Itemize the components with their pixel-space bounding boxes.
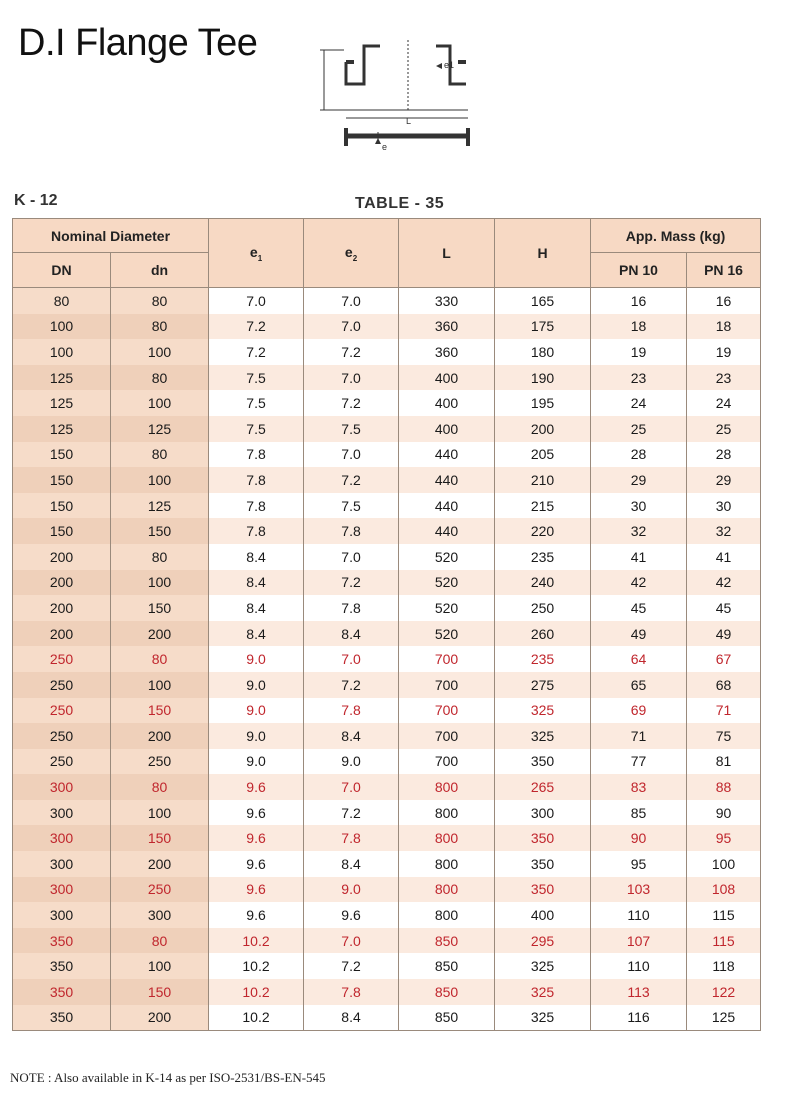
table-row (13, 390, 761, 416)
cell-e1: 8.4 (209, 570, 304, 596)
table-row (13, 365, 761, 391)
cell-h: 325 (495, 723, 591, 749)
cell-dn: 150 (111, 979, 209, 1005)
cell-h: 325 (495, 698, 591, 724)
cell-dn: 250 (13, 698, 111, 724)
cell-pn10: 110 (591, 953, 687, 979)
table-row (13, 979, 761, 1005)
page-title: D.I Flange Tee (18, 22, 258, 64)
cell-dn: 250 (13, 646, 111, 672)
cell-l: 330 (399, 288, 495, 314)
cell-h: 325 (495, 979, 591, 1005)
cell-dn: 300 (13, 800, 111, 826)
cell-dn: 150 (13, 518, 111, 544)
cell-e2: 7.8 (304, 518, 399, 544)
cell-pn10: 116 (591, 1005, 687, 1031)
cell-dn: 200 (13, 544, 111, 570)
cell-e1: 7.2 (209, 314, 304, 340)
cell-dn: 80 (111, 365, 209, 391)
cell-e2: 7.2 (304, 800, 399, 826)
cell-pn16: 68 (687, 672, 761, 698)
cell-pn16: 95 (687, 825, 761, 851)
cell-e1: 7.8 (209, 493, 304, 519)
cell-l: 850 (399, 953, 495, 979)
cell-h: 350 (495, 825, 591, 851)
table-row (13, 442, 761, 468)
e1-label: e1 (444, 60, 455, 70)
cell-pn10: 19 (591, 339, 687, 365)
flange-tee-diagram (318, 32, 488, 162)
cell-pn10: 28 (591, 442, 687, 468)
grade-label: K - 12 (14, 192, 58, 209)
cell-dn: 80 (111, 314, 209, 340)
table-label: TABLE - 35 (355, 195, 445, 212)
cell-dn: 100 (13, 339, 111, 365)
cell-pn16: 16 (687, 288, 761, 314)
cell-l: 800 (399, 774, 495, 800)
L-label: L (406, 116, 412, 126)
cell-dn: 150 (13, 493, 111, 519)
cell-e1: 7.0 (209, 288, 304, 314)
cell-dn: 200 (13, 570, 111, 596)
footnote: NOTE : Also available in K-14 as per ISO-2531/BS-EN-545 (10, 1070, 326, 1085)
table-row (13, 493, 761, 519)
cell-h: 275 (495, 672, 591, 698)
cell-dn: 200 (111, 1005, 209, 1031)
cell-pn10: 18 (591, 314, 687, 340)
cell-pn16: 28 (687, 442, 761, 468)
cell-pn16: 71 (687, 698, 761, 724)
cell-pn10: 23 (591, 365, 687, 391)
cell-e2: 8.4 (304, 1005, 399, 1031)
cell-pn16: 32 (687, 518, 761, 544)
cell-e2: 7.2 (304, 672, 399, 698)
cell-dn: 150 (111, 518, 209, 544)
cell-dn: 200 (13, 595, 111, 621)
cell-l: 520 (399, 570, 495, 596)
table-row (13, 570, 761, 596)
cell-dn: 100 (111, 339, 209, 365)
cell-dn: 100 (111, 570, 209, 596)
cell-e2: 9.6 (304, 902, 399, 928)
cell-e2: 7.0 (304, 365, 399, 391)
cell-e2: 7.2 (304, 390, 399, 416)
table-row (13, 518, 761, 544)
e2-header: $e_2$ (304, 219, 399, 288)
cell-h: 215 (495, 493, 591, 519)
cell-l: 520 (399, 544, 495, 570)
cell-e1: 7.5 (209, 390, 304, 416)
cell-e1: 10.2 (209, 979, 304, 1005)
cell-h: 190 (495, 365, 591, 391)
cell-dn: 350 (13, 979, 111, 1005)
cell-h: 325 (495, 1005, 591, 1031)
table-row (13, 723, 761, 749)
cell-dn: 250 (13, 749, 111, 775)
cell-dn: 125 (13, 390, 111, 416)
cell-h: 205 (495, 442, 591, 468)
nominal-diameter-header: Nominal Diameter (13, 219, 209, 253)
cell-pn16: 115 (687, 928, 761, 954)
cell-dn: 100 (111, 953, 209, 979)
cell-e2: 7.2 (304, 467, 399, 493)
cell-pn16: 118 (687, 953, 761, 979)
cell-h: 175 (495, 314, 591, 340)
cell-pn16: 41 (687, 544, 761, 570)
cell-e1: 7.5 (209, 416, 304, 442)
cell-pn16: 49 (687, 621, 761, 647)
cell-dn: 150 (111, 698, 209, 724)
table-row (13, 544, 761, 570)
table-row (13, 698, 761, 724)
cell-e2: 7.5 (304, 416, 399, 442)
cell-e1: 8.4 (209, 544, 304, 570)
cell-l: 520 (399, 621, 495, 647)
cell-pn16: 29 (687, 467, 761, 493)
cell-pn10: 16 (591, 288, 687, 314)
cell-dn: 300 (13, 825, 111, 851)
cell-e1: 9.6 (209, 902, 304, 928)
cell-l: 800 (399, 800, 495, 826)
cell-dn: 80 (111, 928, 209, 954)
cell-pn16: 30 (687, 493, 761, 519)
cell-l: 400 (399, 390, 495, 416)
cell-pn10: 42 (591, 570, 687, 596)
cell-l: 360 (399, 314, 495, 340)
cell-pn10: 24 (591, 390, 687, 416)
cell-h: 260 (495, 621, 591, 647)
cell-pn10: 85 (591, 800, 687, 826)
cell-dn: 80 (111, 288, 209, 314)
cell-e2: 7.8 (304, 825, 399, 851)
cell-e2: 7.0 (304, 774, 399, 800)
cell-e1: 9.6 (209, 800, 304, 826)
cell-dn: 250 (13, 672, 111, 698)
pn10-header: PN 10 (591, 253, 687, 288)
cell-e1: 9.0 (209, 698, 304, 724)
cell-e2: 7.0 (304, 288, 399, 314)
table-row (13, 314, 761, 340)
cell-e1: 7.8 (209, 467, 304, 493)
cell-pn16: 45 (687, 595, 761, 621)
table-row (13, 953, 761, 979)
cell-e1: 7.2 (209, 339, 304, 365)
cell-dn: 200 (111, 851, 209, 877)
cell-pn16: 115 (687, 902, 761, 928)
table-row (13, 825, 761, 851)
cell-l: 400 (399, 416, 495, 442)
cell-pn16: 24 (687, 390, 761, 416)
cell-h: 200 (495, 416, 591, 442)
cell-l: 700 (399, 646, 495, 672)
cell-pn10: 65 (591, 672, 687, 698)
cell-pn10: 25 (591, 416, 687, 442)
cell-h: 195 (495, 390, 591, 416)
cell-l: 360 (399, 339, 495, 365)
cell-dn: 125 (111, 493, 209, 519)
cell-pn10: 71 (591, 723, 687, 749)
cell-e1: 9.0 (209, 723, 304, 749)
dimensions-table (12, 218, 761, 1031)
L-header: L (399, 219, 495, 288)
cell-dn: 350 (13, 928, 111, 954)
cell-pn10: 77 (591, 749, 687, 775)
cell-h: 400 (495, 902, 591, 928)
cell-pn10: 41 (591, 544, 687, 570)
cell-pn10: 107 (591, 928, 687, 954)
cell-h: 300 (495, 800, 591, 826)
cell-h: 325 (495, 953, 591, 979)
cell-e2: 7.8 (304, 698, 399, 724)
cell-h: 295 (495, 928, 591, 954)
cell-pn10: 110 (591, 902, 687, 928)
cell-pn16: 67 (687, 646, 761, 672)
cell-pn16: 108 (687, 877, 761, 903)
cell-dn: 150 (111, 825, 209, 851)
cell-pn10: 69 (591, 698, 687, 724)
cell-e2: 7.0 (304, 544, 399, 570)
cell-dn: 80 (111, 646, 209, 672)
cell-pn10: 90 (591, 825, 687, 851)
cell-dn: 100 (111, 390, 209, 416)
cell-pn10: 103 (591, 877, 687, 903)
cell-dn: 100 (111, 672, 209, 698)
cell-e2: 8.4 (304, 723, 399, 749)
cell-pn16: 81 (687, 749, 761, 775)
cell-e2: 7.0 (304, 646, 399, 672)
cell-pn16: 19 (687, 339, 761, 365)
cell-e2: 7.5 (304, 493, 399, 519)
e-label: e (382, 142, 388, 152)
cell-e1: 9.0 (209, 749, 304, 775)
cell-e1: 7.5 (209, 365, 304, 391)
cell-e1: 10.2 (209, 1005, 304, 1031)
DN-header: DN (13, 253, 111, 288)
cell-e1: 9.6 (209, 825, 304, 851)
cell-e2: 7.8 (304, 595, 399, 621)
cell-dn: 200 (13, 621, 111, 647)
cell-e1: 8.4 (209, 621, 304, 647)
table-row (13, 877, 761, 903)
cell-dn: 300 (13, 774, 111, 800)
cell-e1: 9.6 (209, 774, 304, 800)
cell-dn: 150 (13, 442, 111, 468)
cell-pn16: 25 (687, 416, 761, 442)
cell-e1: 7.8 (209, 442, 304, 468)
cell-e1: 9.6 (209, 877, 304, 903)
table-row (13, 646, 761, 672)
cell-l: 700 (399, 698, 495, 724)
cell-dn: 100 (111, 467, 209, 493)
table-row (13, 339, 761, 365)
cell-h: 350 (495, 749, 591, 775)
cell-e1: 10.2 (209, 928, 304, 954)
cell-pn16: 23 (687, 365, 761, 391)
cell-e2: 7.0 (304, 928, 399, 954)
dn-header: dn (111, 253, 209, 288)
cell-pn10: 29 (591, 467, 687, 493)
cell-dn: 125 (13, 365, 111, 391)
cell-dn: 350 (13, 1005, 111, 1031)
cell-l: 700 (399, 672, 495, 698)
cell-l: 800 (399, 877, 495, 903)
cell-e2: 9.0 (304, 749, 399, 775)
cell-h: 235 (495, 544, 591, 570)
table-row (13, 595, 761, 621)
pn16-header: PN 16 (687, 253, 761, 288)
table-row (13, 672, 761, 698)
cell-pn16: 90 (687, 800, 761, 826)
e1-header: $e_1$ (209, 219, 304, 288)
cell-l: 700 (399, 723, 495, 749)
cell-dn: 250 (111, 877, 209, 903)
cell-e1: 8.4 (209, 595, 304, 621)
cell-dn: 350 (13, 953, 111, 979)
cell-h: 265 (495, 774, 591, 800)
cell-l: 700 (399, 749, 495, 775)
cell-dn: 80 (111, 442, 209, 468)
cell-e2: 7.0 (304, 314, 399, 340)
cell-e1: 7.8 (209, 518, 304, 544)
cell-e2: 7.2 (304, 953, 399, 979)
cell-pn16: 122 (687, 979, 761, 1005)
cell-l: 850 (399, 1005, 495, 1031)
cell-dn: 150 (13, 467, 111, 493)
cell-dn: 250 (13, 723, 111, 749)
cell-dn: 80 (13, 288, 111, 314)
cell-l: 850 (399, 928, 495, 954)
cell-e1: 9.0 (209, 646, 304, 672)
cell-pn16: 125 (687, 1005, 761, 1031)
cell-l: 800 (399, 902, 495, 928)
cell-l: 800 (399, 825, 495, 851)
cell-pn16: 75 (687, 723, 761, 749)
cell-l: 800 (399, 851, 495, 877)
table-row (13, 621, 761, 647)
cell-pn10: 83 (591, 774, 687, 800)
cell-l: 440 (399, 442, 495, 468)
H-header: H (495, 219, 591, 288)
cell-h: 180 (495, 339, 591, 365)
cell-e1: 9.0 (209, 672, 304, 698)
cell-dn: 300 (111, 902, 209, 928)
cell-h: 165 (495, 288, 591, 314)
cell-h: 350 (495, 877, 591, 903)
table-row (13, 288, 761, 314)
cell-h: 210 (495, 467, 591, 493)
cell-pn10: 113 (591, 979, 687, 1005)
cell-l: 520 (399, 595, 495, 621)
cell-h: 220 (495, 518, 591, 544)
table-row (13, 1005, 761, 1031)
cell-l: 850 (399, 979, 495, 1005)
cell-e2: 8.4 (304, 621, 399, 647)
cell-pn10: 64 (591, 646, 687, 672)
cell-pn16: 100 (687, 851, 761, 877)
cell-dn: 250 (111, 749, 209, 775)
cell-e2: 8.4 (304, 851, 399, 877)
table-row (13, 851, 761, 877)
cell-pn10: 45 (591, 595, 687, 621)
cell-pn16: 42 (687, 570, 761, 596)
cell-dn: 200 (111, 621, 209, 647)
cell-e2: 9.0 (304, 877, 399, 903)
cell-dn: 300 (13, 902, 111, 928)
cell-dn: 300 (13, 851, 111, 877)
table-row (13, 416, 761, 442)
table-row (13, 749, 761, 775)
table-row (13, 928, 761, 954)
cell-h: 250 (495, 595, 591, 621)
cell-pn16: 88 (687, 774, 761, 800)
cell-pn10: 49 (591, 621, 687, 647)
cell-dn: 100 (13, 314, 111, 340)
table-row (13, 467, 761, 493)
table-row (13, 902, 761, 928)
cell-pn10: 32 (591, 518, 687, 544)
cell-dn: 80 (111, 544, 209, 570)
cell-h: 235 (495, 646, 591, 672)
cell-e2: 7.2 (304, 339, 399, 365)
cell-e2: 7.8 (304, 979, 399, 1005)
table-row (13, 800, 761, 826)
cell-dn: 80 (111, 774, 209, 800)
table-body (13, 288, 761, 1031)
cell-e2: 7.2 (304, 570, 399, 596)
cell-dn: 150 (111, 595, 209, 621)
cell-pn10: 30 (591, 493, 687, 519)
cell-l: 440 (399, 493, 495, 519)
cell-l: 440 (399, 467, 495, 493)
cell-e1: 9.6 (209, 851, 304, 877)
cell-dn: 125 (111, 416, 209, 442)
cell-l: 400 (399, 365, 495, 391)
cell-pn10: 95 (591, 851, 687, 877)
cell-l: 440 (399, 518, 495, 544)
cell-dn: 300 (13, 877, 111, 903)
table-row (13, 774, 761, 800)
cell-e1: 10.2 (209, 953, 304, 979)
cell-dn: 125 (13, 416, 111, 442)
cell-h: 240 (495, 570, 591, 596)
cell-e2: 7.0 (304, 442, 399, 468)
cell-dn: 100 (111, 800, 209, 826)
app-mass-header: App. Mass (kg) (591, 219, 761, 253)
cell-h: 350 (495, 851, 591, 877)
cell-pn16: 18 (687, 314, 761, 340)
cell-dn: 200 (111, 723, 209, 749)
